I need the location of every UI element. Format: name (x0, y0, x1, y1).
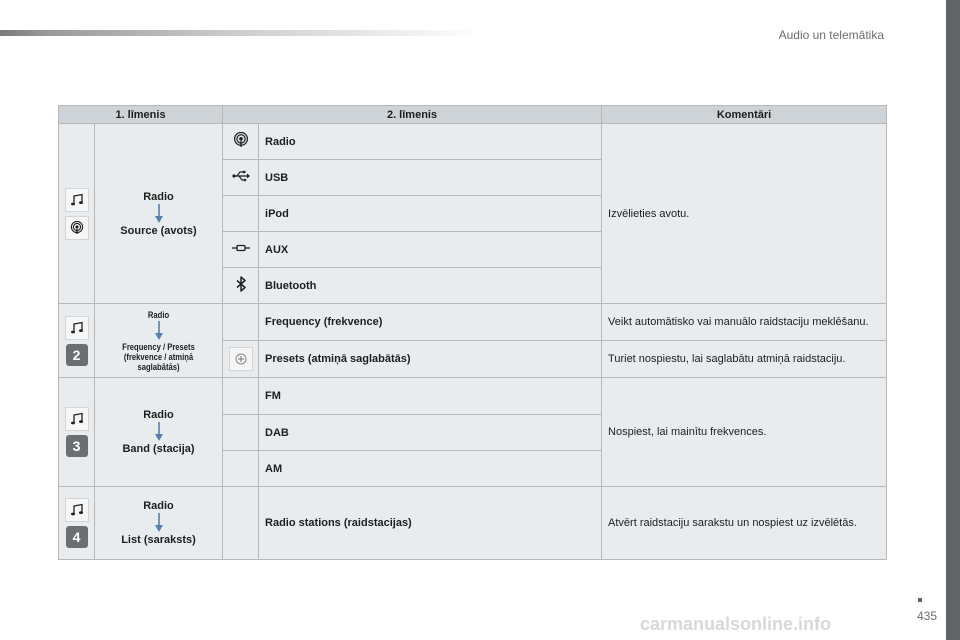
menu-item-usb[interactable]: USB (259, 160, 602, 196)
level1-subtitle: List (saraksts) (121, 534, 196, 546)
menu-item-radio-stations[interactable]: Radio stations (raidstacijas) (259, 487, 602, 560)
level1-title: Radio (143, 409, 174, 421)
level1-title: Radio (143, 190, 174, 203)
fm-icon-cell (223, 378, 259, 415)
section-title: Audio un telemātika (778, 28, 884, 42)
menu-table (58, 105, 887, 560)
arrow-down-icon (154, 513, 164, 533)
level1-frequency (95, 304, 223, 378)
table-row (59, 487, 887, 560)
comment-presets: Turiet nospiestu, lai saglabātu atmiņā raidstaciju. (602, 341, 887, 378)
page-edge-strip (946, 0, 960, 640)
row-icons (59, 487, 95, 560)
table-row (59, 378, 887, 415)
music-note-icon (65, 407, 89, 431)
ipod-icon-cell (223, 196, 259, 232)
comment-source: Izvēlieties avotu. (602, 124, 887, 304)
level1-title: Radio (147, 309, 170, 320)
col-header-level1: 1. līmenis (59, 106, 223, 124)
comment-band: Nospiest, lai mainītu frekvences. (602, 378, 887, 487)
menu-item-fm[interactable]: FM (259, 378, 602, 415)
menu-item-am[interactable]: AM (259, 451, 602, 487)
bluetooth-icon-cell (223, 268, 259, 304)
menu-item-ipod[interactable]: iPod (259, 196, 602, 232)
radio-icon-cell (223, 124, 259, 160)
preset-icon-cell (223, 341, 259, 378)
level1-title: Radio (143, 500, 174, 512)
menu-item-radio[interactable]: Radio (259, 124, 602, 160)
level1-list (95, 487, 223, 560)
row-icons (59, 378, 95, 487)
bluetooth-icon (235, 276, 247, 292)
radio-signal-icon (233, 132, 249, 148)
usb-icon (232, 170, 250, 182)
menu-item-dab[interactable]: DAB (259, 415, 602, 451)
comment-frequency: Veikt automātisko vai manuālo raidstaciju meklēšanu. (602, 304, 887, 341)
frequency-icon-cell (223, 304, 259, 341)
aux-icon-cell (223, 232, 259, 268)
music-note-icon (65, 316, 89, 340)
stations-icon-cell (223, 487, 259, 560)
header-bar (0, 30, 480, 36)
arrow-down-icon (154, 321, 164, 341)
step-number-badge: 4 (66, 526, 88, 548)
level1-subtitle: Band (stacija) (122, 443, 195, 455)
step-number-badge: 3 (66, 435, 88, 457)
dab-icon-cell (223, 415, 259, 451)
level1-subtitle: Frequency / Presets (frekvence / atmiņā saglabātās) (122, 341, 195, 372)
arrow-down-icon (154, 422, 164, 442)
menu-item-aux[interactable]: AUX (259, 232, 602, 268)
col-header-comments: Komentāri (602, 106, 887, 124)
page-marker (918, 598, 922, 602)
music-note-icon (65, 498, 89, 522)
row-icons (59, 124, 95, 304)
watermark: carmanualsonline.info (640, 614, 832, 634)
aux-icon (232, 243, 250, 253)
table-header (59, 106, 887, 124)
arrow-down-icon (154, 204, 164, 224)
step-number-badge: 2 (66, 344, 88, 366)
music-note-icon (65, 188, 89, 212)
usb-icon-cell (223, 160, 259, 196)
row-icons (59, 304, 95, 378)
comment-stations: Atvērt raidstaciju sarakstu un nospiest uz izvēlētās. (602, 487, 887, 560)
menu-item-presets[interactable]: Presets (atmiņā saglabātās) (259, 341, 602, 378)
table-row (59, 304, 887, 341)
table-row (59, 124, 887, 160)
col-header-level2: 2. līmenis (223, 106, 602, 124)
level1-band (95, 378, 223, 487)
level1-source (95, 124, 223, 304)
am-icon-cell (223, 451, 259, 487)
menu-item-frequency[interactable]: Frequency (frekvence) (259, 304, 602, 341)
menu-item-bluetooth[interactable]: Bluetooth (259, 268, 602, 304)
radio-signal-icon (65, 216, 89, 240)
preset-icon (229, 347, 253, 371)
level1-subtitle: Source (avots) (120, 224, 197, 237)
page-number: 435 (916, 609, 937, 623)
